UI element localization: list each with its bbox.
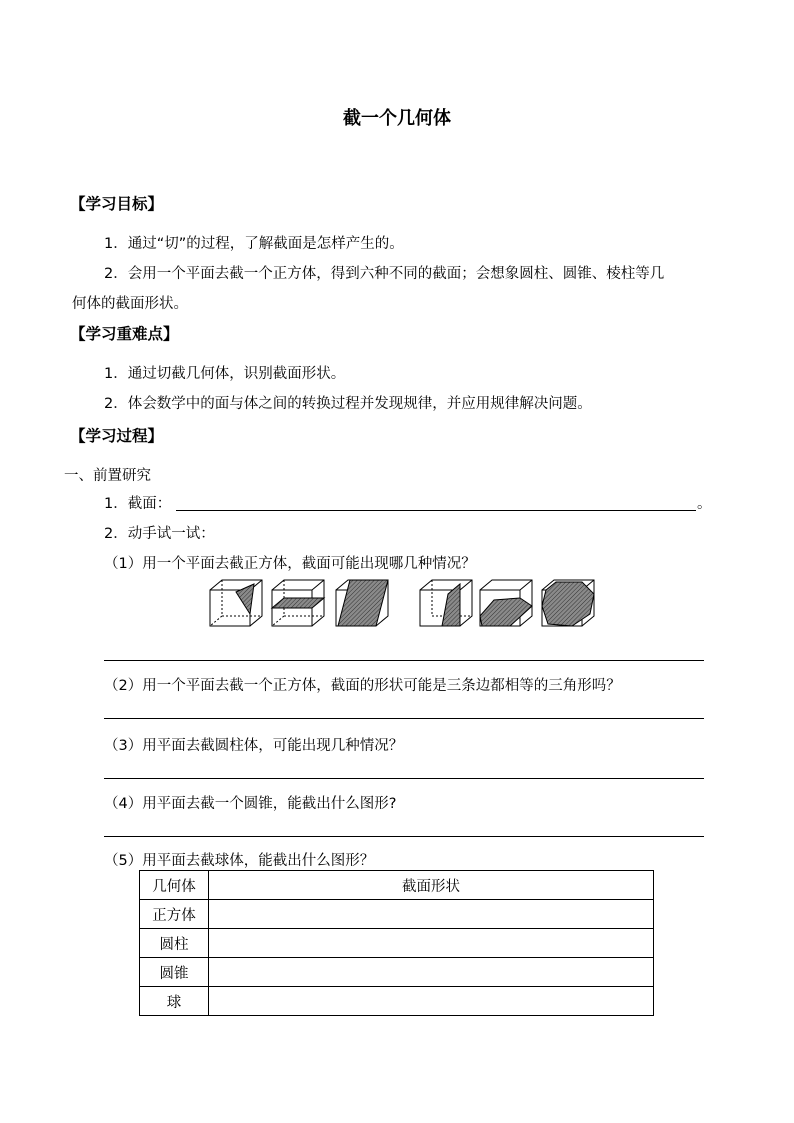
q2-label: 2．动手试一试： [104,526,215,542]
key-points-heading: 【学习重难点】 [70,325,179,343]
learning-goals-heading: 【学习目标】 [70,195,164,213]
cube-cross-sections-figure [208,578,596,628]
table-row-label: 圆柱 [140,929,209,958]
cube-pentagon-cut-icon [480,580,532,626]
table-row [140,900,654,929]
goal-item-1: 1．通过“切”的过程，了解截面是怎样产生的。 [104,236,404,252]
sub3-answer-line[interactable] [104,778,704,779]
table-header-solid: 几何体 [140,871,209,900]
cube-square-cut-icon [272,580,324,626]
sub-question-1: （1）用一个平面去截正方体，截面可能出现哪几种情况？ [104,556,476,572]
goal-item-2: 2．会用一个平面去截一个正方体，得到六种不同的截面；会想象圆柱、圆锥、棱柱等几 [104,266,665,282]
table-row-label: 圆锥 [140,958,209,987]
key-point-1: 1．通过切截几何体，识别截面形状。 [104,366,346,382]
cube-hexagon-cut-icon [542,580,594,626]
table-answer-cell[interactable] [209,958,654,987]
table-header-shape: 截面形状 [209,871,654,900]
part1-label: 一、前置研究 [64,468,151,484]
q1-label: 1．截面： [104,496,172,512]
sub-question-5: （5）用平面去截球体，能截出什么图形？ [104,853,375,869]
table-row [140,929,654,958]
sub2-answer-line[interactable] [104,718,704,719]
table-row [140,958,654,987]
process-heading: 【学习过程】 [70,427,164,445]
sub4-answer-line[interactable] [104,836,704,837]
sub-question-3: （3）用平面去截圆柱体，可能出现几种情况？ [104,738,404,754]
q1-answer-line[interactable] [176,510,696,511]
table-answer-cell[interactable] [209,929,654,958]
table-row-label: 正方体 [140,900,209,929]
cross-section-table [139,870,654,1016]
sub-question-4: （4）用平面去截一个圆锥，能截出什么图形? [104,796,397,812]
key-point-2: 2．体会数学中的面与体之间的转换过程并发现规律，并应用规律解决问题。 [104,396,592,412]
table-row-label: 球 [140,987,209,1016]
q1-end: 。 [697,496,712,512]
table-answer-cell[interactable] [209,900,654,929]
table-header-row [140,871,654,900]
page-title: 截一个几何体 [343,108,451,129]
cube-trapezoid-cut-icon [420,580,472,626]
cube-rectangle-cut-icon [336,580,388,626]
goal-item-2-cont: 何体的截面形状。 [72,296,188,312]
sub-question-2: （2）用一个平面去截一个正方体，截面的形状可能是三条边都相等的三角形吗？ [104,678,621,694]
sub1-answer-line[interactable] [104,660,704,661]
table-answer-cell[interactable] [209,987,654,1016]
table-row [140,987,654,1016]
cube-triangle-cut-icon [210,580,262,626]
